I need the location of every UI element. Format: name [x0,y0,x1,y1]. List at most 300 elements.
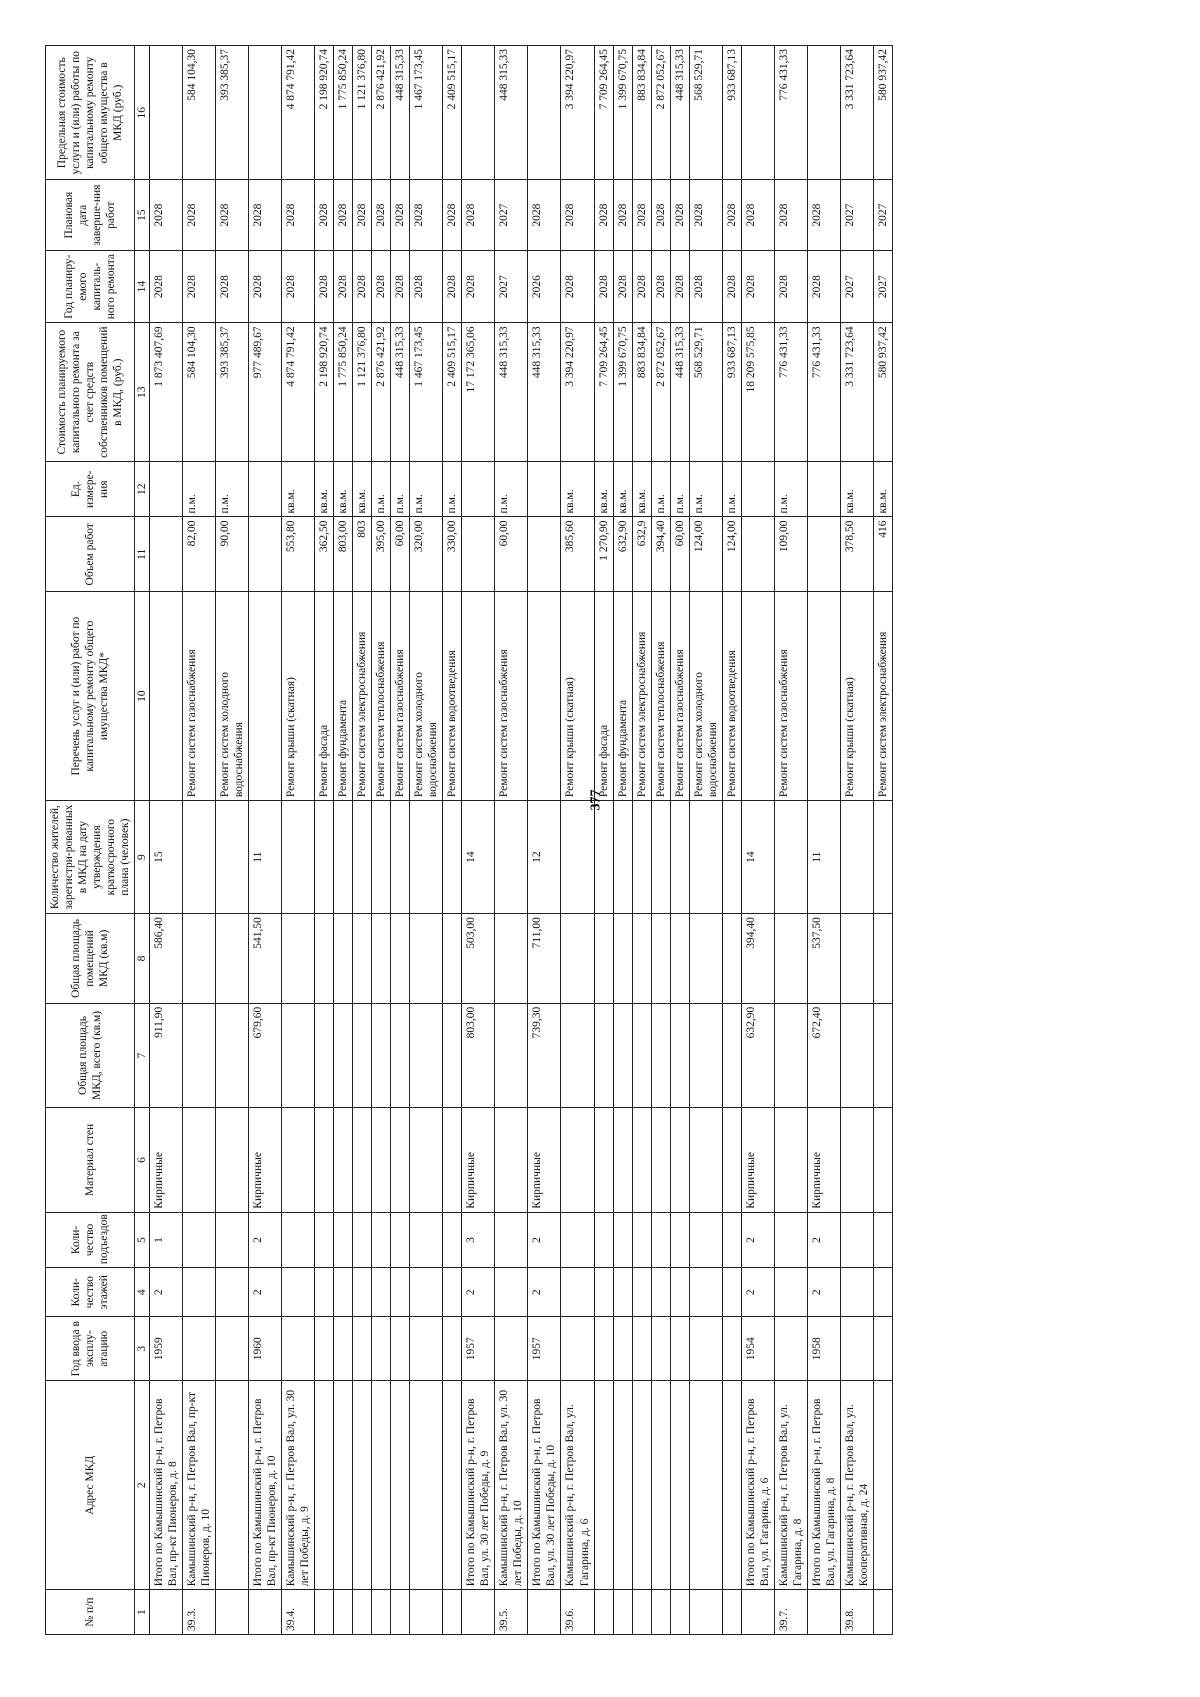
table-cell: 679,60 [249,1003,282,1108]
table-cell [722,1590,741,1635]
table-cell: Камышинский р-н, г. Петров Вал, ул. Гагарина, д. 8 [774,1381,807,1590]
table-cell [632,1381,651,1590]
table-cell [873,1381,892,1590]
table-cell [183,1108,216,1213]
table-cell [372,1268,391,1317]
table-cell [613,1381,632,1590]
table-cell [495,1003,528,1108]
table-cell: 933 687,13 [722,323,741,462]
table-cell [334,1317,353,1381]
table-cell [613,1268,632,1317]
header-row [46,46,135,1635]
table-cell: 2 872 052,67 [651,323,670,462]
table-cell: 632,90 [613,517,632,592]
table-cell [216,1212,249,1267]
table-cell: 739,30 [528,1003,561,1108]
table-cell: 395,00 [372,517,391,592]
table-cell [807,517,840,592]
table-row [353,46,372,1635]
table-cell: 2028 [315,180,334,250]
table-cell: 2028 [216,250,249,323]
column-header: Материал стен [46,1108,135,1213]
table-cell [774,1317,807,1381]
table-cell [443,914,462,1004]
table-cell [315,914,334,1004]
table-cell [372,1108,391,1213]
table-cell [495,1212,528,1267]
table-cell: кв.м. [561,462,594,517]
table-cell: 1 873 407,69 [150,323,183,462]
table-cell: 632,90 [741,1003,774,1108]
table-cell: 2 198 920,74 [315,46,334,180]
table-cell [334,1381,353,1590]
table-cell: 1957 [462,1317,495,1381]
table-cell [282,801,315,914]
table-row [873,46,892,1635]
table-cell [873,1268,892,1317]
table-cell [391,1212,410,1267]
table-row [315,46,334,1635]
table-cell: Кирпичные [807,1108,840,1213]
column-header: Общая площадь помещений МКД (кв.м) [46,914,135,1004]
table-cell: 2028 [391,180,410,250]
table-cell: 39.5. [495,1590,528,1635]
table-cell: кв.м. [613,462,632,517]
table-row [807,46,840,1635]
table-cell [410,1317,443,1381]
table-cell [353,801,372,914]
table-cell: 2028 [183,250,216,323]
table-cell: 2028 [651,180,670,250]
table-cell [391,1317,410,1381]
table-row [594,46,613,1635]
table-cell [689,1317,722,1381]
table-cell: 803,00 [462,1003,495,1108]
table-cell [410,1003,443,1108]
table-cell: 3 394 220,97 [561,46,594,180]
table-cell [495,1268,528,1317]
table-cell: кв.м. [632,462,651,517]
table-cell: 2028 [594,250,613,323]
column-number: 4 [135,1268,150,1317]
table-cell: 2028 [689,250,722,323]
table-cell: Ремонт систем газоснабжения [670,592,689,801]
table-cell [315,1590,334,1635]
table-cell: кв.м. [840,462,873,517]
table-cell: 1 467 173,45 [410,46,443,180]
table-cell: п.м. [689,462,722,517]
table-cell: 2028 [807,250,840,323]
table-cell [315,1268,334,1317]
page-number: 377 [588,789,604,811]
table-row [183,46,216,1635]
table-cell: 2028 [353,250,372,323]
table-cell [594,1590,613,1635]
table-cell: Камышинский р-н, г. Петров Вал, ул. Гагарина, д. 6 [561,1381,594,1590]
table-cell [774,1212,807,1267]
table-cell [353,1212,372,1267]
table-cell: 776 431,33 [774,323,807,462]
table-cell: Ремонт систем теплоснабжения [372,592,391,801]
table-cell: Ремонт крыши (скатная) [840,592,873,801]
table-cell [528,592,561,801]
table-cell: Ремонт систем теплоснабжения [651,592,670,801]
table-cell: 2028 [670,250,689,323]
column-number: 8 [135,914,150,1004]
table-cell: Кирпичные [462,1108,495,1213]
table-cell [282,1268,315,1317]
table-cell: 3 331 723,64 [840,46,873,180]
table-cell: Ремонт крыши (скатная) [561,592,594,801]
table-cell: 39.4. [282,1590,315,1635]
table-row [150,46,183,1635]
table-cell [613,1212,632,1267]
table-cell [670,1381,689,1590]
table-cell: Камышинский р-н, г. Петров Вал, ул. 30 лет Победы, д. 10 [495,1381,528,1590]
table-cell: 39.6. [561,1590,594,1635]
table-cell [873,1108,892,1213]
table-cell: 2 [741,1268,774,1317]
table-cell: 2 [249,1212,282,1267]
table-cell: 109,00 [774,517,807,592]
table-cell [528,517,561,592]
table-cell [632,801,651,914]
table-cell: 2027 [495,180,528,250]
table-cell: 4 874 791,42 [282,46,315,180]
table-row [372,46,391,1635]
table-cell [410,1268,443,1317]
table-cell [774,1268,807,1317]
table-cell: 60,00 [391,517,410,592]
table-cell [353,1381,372,1590]
table-cell [613,1108,632,1213]
table-cell [594,1003,613,1108]
table-cell [873,1317,892,1381]
table-cell [410,914,443,1004]
table-cell [410,1108,443,1213]
table-cell [216,1590,249,1635]
table-cell: 911,90 [150,1003,183,1108]
table-cell: Ремонт фундамента [334,592,353,801]
table-cell: 416 [873,517,892,592]
table-cell: п.м. [183,462,216,517]
table-cell [774,1108,807,1213]
table-cell [216,1317,249,1381]
table-cell: Ремонт крыши (скатная) [282,592,315,801]
table-cell [722,1212,741,1267]
table-cell [613,914,632,1004]
table-cell [651,1108,670,1213]
table-cell: 2028 [372,250,391,323]
table-cell: 2028 [334,250,353,323]
table-cell [722,1108,741,1213]
table-cell [391,801,410,914]
table-cell [183,1003,216,1108]
table-cell: п.м. [670,462,689,517]
table-cell: 2028 [443,180,462,250]
table-cell: 12 [528,801,561,914]
table-cell [651,1317,670,1381]
table-cell: п.м. [443,462,462,517]
table-cell: 448 315,33 [495,323,528,462]
table-cell: Итого по Камышинский р-н, г. Петров Вал, пр-кт Пионеров, д. 8 [150,1381,183,1590]
column-header: Количество жителей, зарегистри-рованных в МКД на дату утверждения краткосрочного плана (человек) [46,801,135,914]
table-cell: 2028 [613,250,632,323]
table-cell [462,592,495,801]
table-cell: 2028 [774,180,807,250]
table-cell: 14 [741,801,774,914]
table-cell: 3 394 220,97 [561,323,594,462]
table-cell [216,801,249,914]
table-cell: 2028 [183,180,216,250]
table-cell: Итого по Камышинский р-н, г. Петров Вал, ул. 30 лет Победы, д. 9 [462,1381,495,1590]
table-cell [353,914,372,1004]
table-cell [873,1003,892,1108]
table-cell: 584 104,30 [183,46,216,180]
table-cell: 2028 [561,250,594,323]
table-cell [689,1268,722,1317]
table-cell: Кирпичные [741,1108,774,1213]
table-row [462,46,495,1635]
table-cell [150,517,183,592]
table-cell [150,462,183,517]
table-cell [391,1590,410,1635]
table-cell: 2 876 421,92 [372,46,391,180]
table-cell: 2028 [391,250,410,323]
table-cell: п.м. [372,462,391,517]
table-cell: Ремонт систем газоснабжения [495,592,528,801]
table-cell [443,1003,462,1108]
table-cell: 330,00 [443,517,462,592]
table-cell [741,1590,774,1635]
table-cell: 537,50 [807,914,840,1004]
table-cell [183,1317,216,1381]
table-cell [462,46,495,180]
table-cell [334,1268,353,1317]
table-cell [353,1268,372,1317]
table-cell: 2 876 421,92 [372,323,391,462]
table-cell: 1960 [249,1317,282,1381]
table-cell [443,1317,462,1381]
table-cell [594,1381,613,1590]
table-cell [315,1317,334,1381]
column-number: 14 [135,250,150,323]
table-cell [315,1212,334,1267]
table-cell [840,914,873,1004]
table-cell [150,46,183,180]
table-row [613,46,632,1635]
table-cell: кв.м. [334,462,353,517]
table-cell: кв.м. [315,462,334,517]
table-cell [594,1108,613,1213]
table-cell [353,1003,372,1108]
table-cell: 1 121 376,80 [353,323,372,462]
table-cell [840,1003,873,1108]
table-cell: Ремонт систем холодного водоснабжения [216,592,249,801]
table-cell: п.м. [410,462,443,517]
capital-repair-table [45,45,893,1635]
table-cell [561,1108,594,1213]
table-cell [670,1268,689,1317]
table-cell [249,592,282,801]
table-cell: кв.м. [873,462,892,517]
table-cell: 2028 [282,180,315,250]
table-cell [722,801,741,914]
table-cell: 448 315,33 [528,323,561,462]
table-cell: 2027 [840,250,873,323]
table-row [632,46,651,1635]
table-cell [774,1003,807,1108]
table-cell [651,1381,670,1590]
table-cell: 883 834,84 [632,46,651,180]
table-cell [840,1108,873,1213]
column-number: 9 [135,801,150,914]
table-cell: 632,9 [632,517,651,592]
table-cell [689,1108,722,1213]
table-cell: 711,00 [528,914,561,1004]
table-row [840,46,873,1635]
table-cell [462,1590,495,1635]
table-cell: п.м. [495,462,528,517]
table-cell: 39.7. [774,1590,807,1635]
table-cell [495,1317,528,1381]
table-cell [216,1003,249,1108]
table-cell: 7 709 264,45 [594,323,613,462]
table-cell [613,801,632,914]
table-row [528,46,561,1635]
table-cell: п.м. [774,462,807,517]
table-cell: 2 [528,1268,561,1317]
table-cell [741,517,774,592]
table-cell [282,1108,315,1213]
table-cell: 394,40 [741,914,774,1004]
table-cell [840,801,873,914]
table-cell: 2028 [410,250,443,323]
table-cell: 2028 [462,250,495,323]
column-header: Стоимость планируемого капитального ремонта за счет средств собственников помещений в МКД, (руб.) [46,323,135,462]
table-cell: 803 [353,517,372,592]
table-cell: 1959 [150,1317,183,1381]
table-cell [689,1381,722,1590]
table-cell [528,46,561,180]
table-cell [670,914,689,1004]
column-number: 13 [135,323,150,462]
table-cell: 15 [150,801,183,914]
table-cell [443,1590,462,1635]
column-number: 10 [135,592,150,801]
column-number: 6 [135,1108,150,1213]
table-cell [150,592,183,801]
table-cell [561,1268,594,1317]
table-cell: Ремонт систем газоснабжения [183,592,216,801]
table-cell: 2028 [372,180,391,250]
table-cell: 394,40 [651,517,670,592]
table-cell [372,1003,391,1108]
table-cell: 3 [462,1212,495,1267]
table-cell [741,462,774,517]
table-cell [495,914,528,1004]
table-cell [353,1108,372,1213]
table-cell: Итого по Камышинский р-н, г. Петров Вал, пр-кт Пионеров, д. 10 [249,1381,282,1590]
table-cell: Ремонт фасада [315,592,334,801]
table-row [561,46,594,1635]
table-cell: Ремонт систем водоотведения [443,592,462,801]
column-header: Коли-чество подъездов [46,1212,135,1267]
table-cell: 1954 [741,1317,774,1381]
table-cell [462,462,495,517]
table-cell: 18 209 575,85 [741,323,774,462]
table-cell [613,1003,632,1108]
column-header: Коли-чество этажей [46,1268,135,1317]
table-cell [334,801,353,914]
table-cell: 1 121 376,80 [353,46,372,180]
table-cell: 2028 [410,180,443,250]
table-cell: 39.8. [840,1590,873,1635]
table-cell [391,914,410,1004]
table-row [216,46,249,1635]
table-cell [722,1268,741,1317]
table-row [774,46,807,1635]
table-cell: 60,00 [495,517,528,592]
table-cell [334,914,353,1004]
table-cell: 385,60 [561,517,594,592]
table-cell [353,1317,372,1381]
table-cell: 448 315,33 [670,46,689,180]
table-cell [183,801,216,914]
table-cell [372,1381,391,1590]
table-cell [150,1590,183,1635]
table-cell: 672,40 [807,1003,840,1108]
table-cell: 2028 [651,250,670,323]
table-cell [873,914,892,1004]
table-cell: Камышинский р-н, г. Петров Вал, пр-кт Пионеров, д. 10 [183,1381,216,1590]
column-header: Перечень услуг и (или) работ по капитальному ремонту общего имущества МКД* [46,592,135,801]
table-cell: 541,50 [249,914,282,1004]
table-cell: 2028 [353,180,372,250]
table-cell: Кирпичные [528,1108,561,1213]
table-cell [722,1381,741,1590]
rotated-table-sheet [45,45,1175,1635]
table-cell [632,914,651,1004]
table-cell: 2027 [873,250,892,323]
table-cell [632,1268,651,1317]
table-cell: 2028 [613,180,632,250]
table-cell [183,1268,216,1317]
table-cell [391,1268,410,1317]
table-cell [651,1212,670,1267]
table-cell: 1957 [528,1317,561,1381]
table-cell [741,592,774,801]
table-row [689,46,722,1635]
table-cell: Итого по Камышинский р-н, г. Петров Вал, ул. Гагарина, д. 8 [807,1381,840,1590]
table-cell [334,1590,353,1635]
table-cell [391,1381,410,1590]
table-cell: 2028 [249,250,282,323]
table-cell: 448 315,33 [670,323,689,462]
table-cell [689,914,722,1004]
table-cell: 2 872 052,67 [651,46,670,180]
table-cell: Кирпичные [150,1108,183,1213]
column-number: 12 [135,462,150,517]
table-cell: 584 104,30 [183,323,216,462]
table-cell: Ремонт систем холодного водоснабжения [410,592,443,801]
table-cell [873,1590,892,1635]
table-cell: 393 385,37 [216,46,249,180]
table-cell [689,1003,722,1108]
table-cell [689,1212,722,1267]
table-cell: 2028 [632,250,651,323]
table-cell [462,517,495,592]
